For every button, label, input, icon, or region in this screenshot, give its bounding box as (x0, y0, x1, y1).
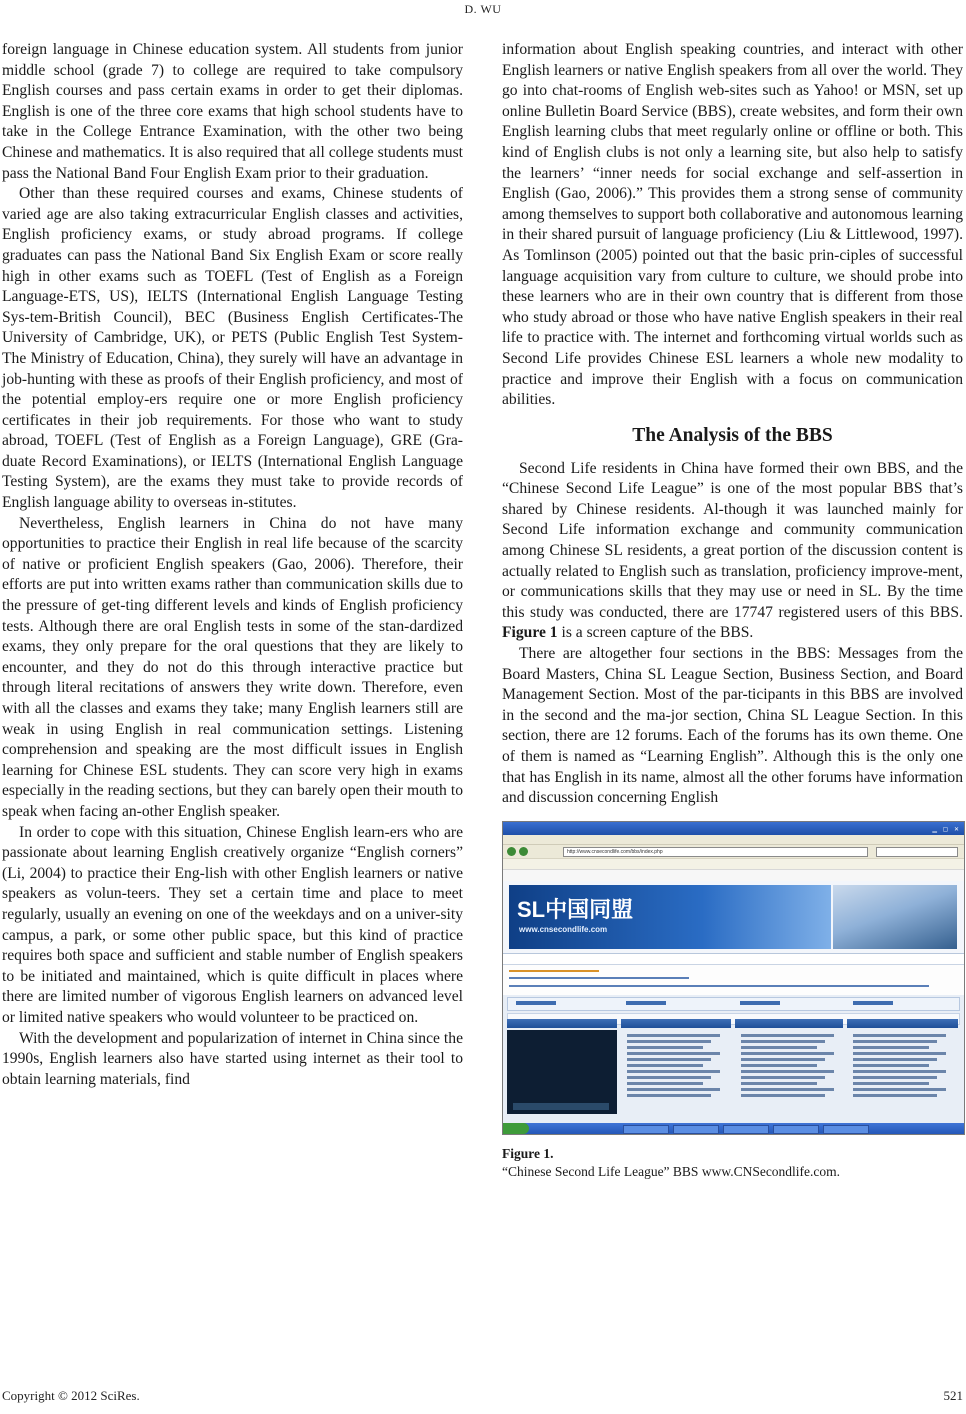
banner-photo (833, 885, 957, 949)
forum-column-header (507, 1019, 617, 1028)
section-tab (626, 1001, 666, 1005)
paragraph-text: Second Life residents in China have formed their own BBS, and the “Chinese Second Life League” is one of the most popular BBS that’s shared by Chinese residents. Al-though it was launched mainly for Second Life information exchange and community communication among Chinese SL residents, a great portion of the discussion content is actually related to English such as translation, proficiency improve-ment, or communications skills that they may use or need in SL. By the time this study was conducted, there are 17747 registered users of this BBS. (502, 459, 963, 621)
paragraph (502, 459, 963, 644)
site-logo: SL中国同盟 (517, 896, 634, 922)
section-tab (516, 1001, 556, 1005)
paragraph-text: is a screen capture of the BBS. (557, 624, 754, 642)
address-bar: http://www.cnsecondlife.com/bbs/index.php (563, 847, 868, 857)
paragraph: information about English speaking countries, and interact with other English learners or native English speakers from all over the world. They go into chat-rooms of English web-sites such as Yahoo! or MSN, set up online Bulletin Board Service (BBS), create websites, and form their own English learning clubs that meet regularly online or offline or both. This kind of English clubs is not only a learning site, but also help to satisfy the learners’ “inner needs for social exchange and self-assertion in English (Gao, 2006).” This provides them a strong sense of community among themselves to support both collaborative and autonomous learning in their shared pursuit of language proficiency (Liu & Littlewood, 1997). As Tomlinson (2005) pointed out that the basic prin-ciples of successful language acquisition vary from culture to culture, we should probe into these learners who are in their own country that is different from those who study abroad or those who have native English speakers in their real life to practice with. The internet and forthcoming virtual worlds such as Second Life provides Chinese ESL learners a whole new modality to practice and improve their English with a focus on communication abilities. (502, 41, 963, 409)
site-nav-bar (503, 953, 964, 964)
site-banner (503, 881, 964, 953)
section-tab (853, 1001, 893, 1005)
page-footer (2, 1388, 963, 1404)
page-number: 521 (943, 1388, 963, 1403)
paragraph: Other than these required courses and exams, Chinese students of varied age are also taking extracurricular English classes and activities, English proficiency exams, or study abroad programs. If college graduates can pass the National Band Six English Exam or score really high in other exams such as TOEFL (Test of English as a Foreign Language-ETS, US), IELTS (International English Language Testing Sys-tem-British Council), BEC (Business English Certificates-The University of Cambridge, UK), or PETS (Public English Test System-The Ministry of Education, China), they surely will have an advantage in job-hunting with these as proofs of their English proficiency, and most of the potential employ-ers require one or more English proficiency certificates in their job requirements. For those who want to study abroad, TOEFL (Test of English as a Foreign Language), GRE (Gra-duate Record Examinations), or IELTS (International English Language Testing System), are the exams they must take to provide records of English language ability to overseas in-stitutes. (2, 185, 463, 512)
figure-caption (502, 1145, 963, 1181)
search-toolbar (503, 869, 964, 881)
taskbar-item (823, 1125, 869, 1134)
start-button-icon (503, 1123, 529, 1134)
forum-column-header (847, 1019, 958, 1028)
forum-list (847, 1031, 955, 1100)
copyright-notice: Copyright © 2012 SciRes. (2, 1388, 140, 1403)
paragraph: foreign language in Chinese education system. All students from junior middle school (grade 7) to college are required to take compulsory English courses and pass certain exams in order to get their diplomas. English is one of the three core exams that high school students have to take in the College Entrance Examination, with the other two being Chinese and mathematics. It is also required that all college students must pass the National Band Four English Exam prior to their graduation. (2, 41, 463, 182)
taskbar-item (723, 1125, 769, 1134)
figure-caption-label: Figure 1. (502, 1145, 554, 1161)
section-tab (740, 1001, 780, 1005)
taskbar-item (623, 1125, 669, 1134)
window-controls-icon: ▁ ▢ ✕ (932, 826, 961, 833)
forum-column-header (735, 1019, 843, 1028)
browser-search-box (876, 847, 958, 857)
taskbar-item (673, 1125, 719, 1134)
download-banner (513, 1103, 609, 1110)
paragraph: Nevertheless, English learners in China do not have many opportunities to practice their English in real life because of the scarcity of native or proficient English speakers (Gao, 2006). Therefore, their efforts are put into written exams rather than communication skills due to the pressure of get-ting different levels and kinds of English proficiency tests. Although there are oral English tests in some of the stan-dardized exams, they only prepare for the oral questions that they are likely to encounter, and they do not do this through interactive practice but through literal recitations of answers they write down. Therefore, even with all the classes and exams they take; many English learners still are weak in using English in real communication settings. Listening comprehension and speaking are the most difficult issues in English learning for Chinese ESL students. They can score very high in exams especially in the reading sections, but they can barely open their mouth to speak when facing an-other English speaker. (2, 514, 463, 820)
back-icon (507, 847, 516, 856)
browser-menu-bar (503, 835, 964, 844)
paragraph: There are altogether four sections in the BBS: Messages from the Board Masters, China SL League Section, Business Section, and Board Management Section. Most of the par-ticipants in this BBS are involved in the second and the ma-jor section, China SL League Section. In this section, there are 12 forums. Each of the forums has its own theme. One of them is named as “Learning English”. Although this is the only one that has English in its name, almost all the other forums have information and discussion concerning English (502, 645, 963, 807)
info-line (509, 985, 929, 987)
browser-title-bar (503, 822, 964, 835)
forum-list (735, 1031, 843, 1100)
info-line (509, 977, 689, 979)
forum-list (621, 1031, 729, 1100)
forum-lists (507, 1019, 958, 1115)
running-head: D. WU (464, 2, 502, 16)
info-line (509, 970, 599, 972)
video-panel (507, 1030, 617, 1114)
bookmarks-bar (503, 858, 964, 869)
taskbar-item (773, 1125, 819, 1134)
figure-reference: Figure 1 (502, 624, 558, 642)
section-heading: The Analysis of the BBS (632, 424, 833, 446)
figure-1-screenshot (502, 821, 965, 1135)
figure-caption-text: “Chinese Second Life League” BBS www.CNSecondlife.com. (502, 1163, 841, 1179)
forward-icon (519, 847, 528, 856)
section-tabs (507, 997, 960, 1011)
site-info-panel (503, 964, 964, 995)
paragraph: In order to cope with this situation, Chinese English learn-ers who are passionate about learning English creatively organize “English corners” (Li, 2004) to practice their Eng-lish with other English learners or native speakers as volun-teers. They set a certain time and place to meet regularly, usually an evening on one of the weekdays and on a univer-sity campus, a park, or some other public space, but this kind of practice requires both space and sufficient and stable number of English speakers to be initiated and maintained, which is quite difficult in places where there are limited number of vigorous English learners on advanced level or limited native speakers who would volunteer to be practiced on. (2, 823, 463, 1026)
forum-column-header (621, 1019, 731, 1028)
left-column (2, 40, 463, 1090)
paragraph: With the development and popularization of internet in China since the 1990s, English learners also have started using internet as their tool to obtain learning materials, find (2, 1029, 463, 1088)
os-taskbar (503, 1123, 964, 1134)
site-url: www.cnsecondlife.com (519, 924, 608, 934)
browser-nav-bar (503, 844, 964, 858)
right-column (502, 40, 963, 1181)
